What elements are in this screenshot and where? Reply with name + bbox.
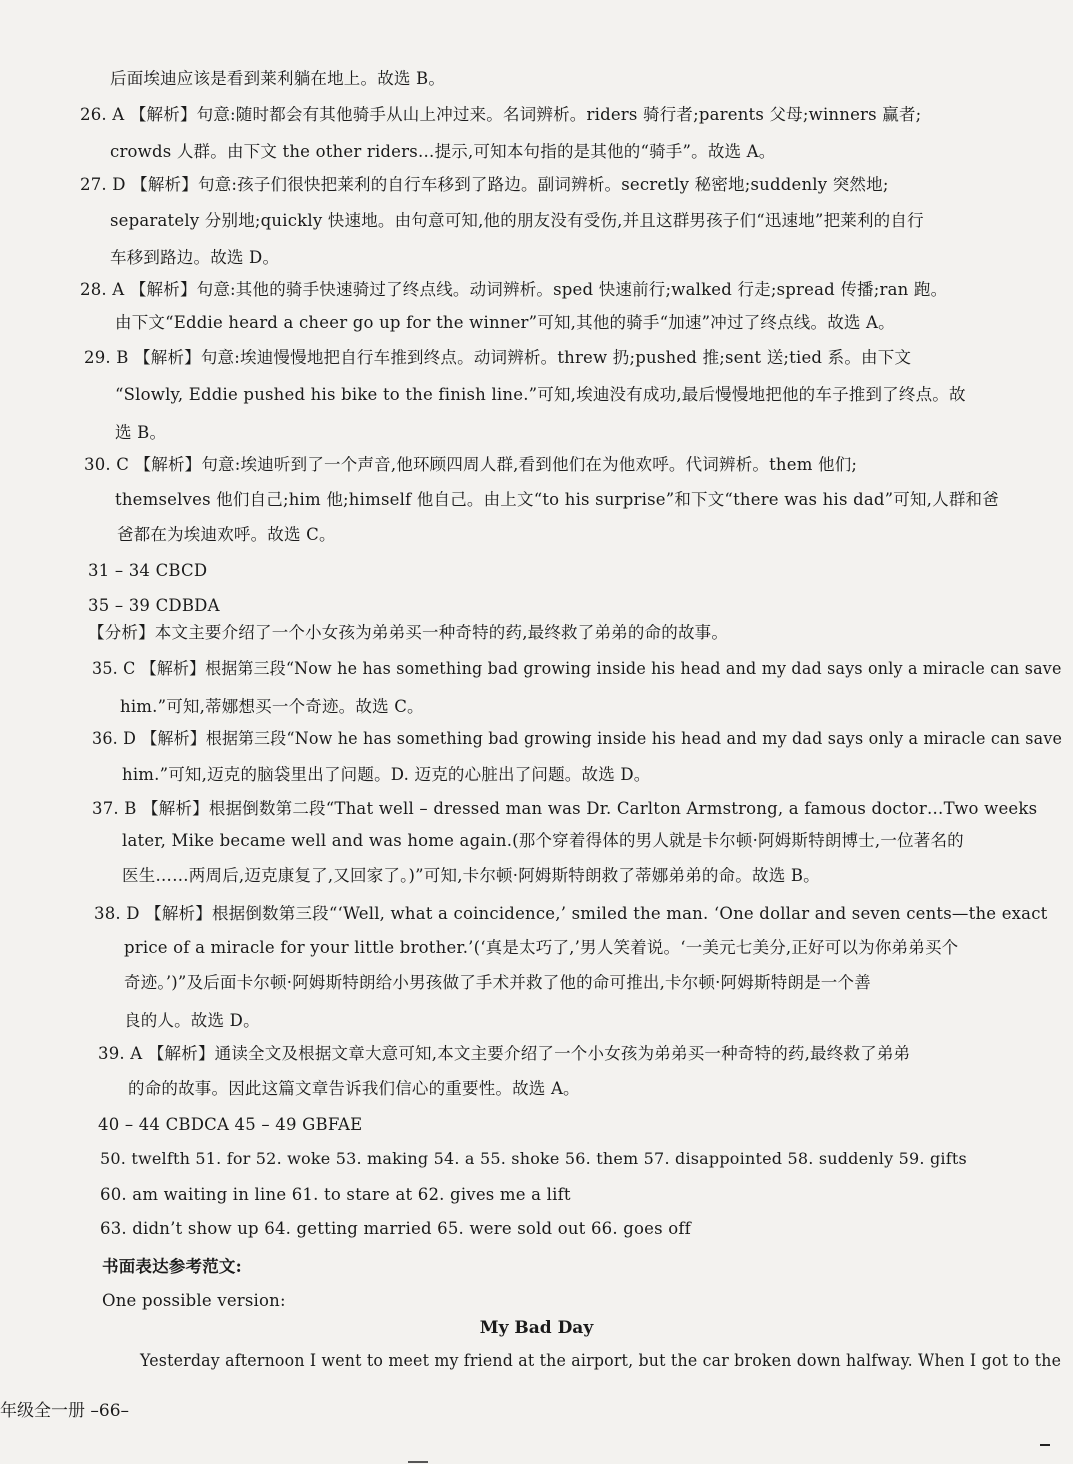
answer-36: 36. D 【解析】根据第三段“Now he has something bad growing inside his head and my dad says only a miracle can save xyxy=(92,729,1063,748)
answer-28: 28. A 【解析】句意:其他的骑手快速骑过了终点线。动词辨析。sped 快速前行;walked 行走;spread 传播;ran 跑。 xyxy=(80,280,948,299)
answer-38: 38. D 【解析】根据倒数第三段“‘Well, what a coincidence,’ smiled the man. ‘One dollar and seven cents—the exact xyxy=(94,904,1048,923)
scan-mark xyxy=(408,1461,428,1463)
text-line: themselves 他们自己;him 他;himself 他自己。由上文“to his surprise”和下文“there was his dad”可知,人群和爸 xyxy=(115,490,999,509)
answer-27: 27. D 【解析】句意:孩子们很快把莱利的自行车移到了路边。副词辨析。secretly 秘密地;suddenly 突然地; xyxy=(80,175,889,194)
text-line: 爸都在为埃迪欢呼。故选 C。 xyxy=(117,525,336,544)
text-line: separately 分别地;quickly 快速地。由句意可知,他的朋友没有受伤,并且这群男孩子们“迅速地”把莱利的自行 xyxy=(110,211,924,230)
essay-first-line: Yesterday afternoon I went to meet my friend at the airport, but the car broken down halfway. When I got to the xyxy=(140,1351,1062,1370)
page-footer: 年级全一册 –66– xyxy=(0,1401,130,1421)
text-line: “Slowly, Eddie pushed his bike to the finish line.”可知,埃迪没有成功,最后慢慢地把他的车子推到了终点。故 xyxy=(115,385,966,404)
answer-39: 39. A 【解析】通读全文及根据文章大意可知,本文主要介绍了一个小女孩为弟弟买一种奇特的药,最终救了弟弟 xyxy=(98,1044,911,1063)
answer-40-49: 40 – 44 CBDCA 45 – 49 GBFAE xyxy=(98,1115,363,1134)
answer-30: 30. C 【解析】句意:埃迪听到了一个声音,他环顾四周人群,看到他们在为他欢呼。代词辨析。them 他们; xyxy=(84,455,858,474)
text-line: 奇迹。’)”及后面卡尔顿·阿姆斯特朗给小男孩做了手术并救了他的命可推出,卡尔顿·阿姆斯特朗是一个善 xyxy=(124,973,871,992)
text-line: 选 B。 xyxy=(115,423,167,442)
answer-35: 35. C 【解析】根据第三段“Now he has something bad growing inside his head and my dad says only a miracle can save xyxy=(92,659,1062,678)
answer-26: 26. A 【解析】句意:随时都会有其他骑手从山上冲过来。名词辨析。riders 骑行者;parents 父母;winners 赢者; xyxy=(80,105,922,124)
answer-29: 29. B 【解析】句意:埃迪慢慢地把自行车推到终点。动词辨析。threw 扔;pushed 推;sent 送;tied 系。由下文 xyxy=(84,348,912,367)
essay-title: My Bad Day xyxy=(479,1318,594,1338)
text-line: 后面埃迪应该是看到莱利躺在地上。故选 B。 xyxy=(110,69,446,88)
text-line: price of a miracle for your little brother.’(‘真是太巧了,’男人笑着说。‘一美元七美分,正好可以为你弟弟买个 xyxy=(124,938,959,957)
margin-dash xyxy=(1040,1444,1050,1446)
answer-31-34: 31 – 34 CBCD xyxy=(88,561,208,580)
text-line: him.”可知,迈克的脑袋里出了问题。D. 迈克的心脏出了问题。故选 D。 xyxy=(122,765,651,784)
text-line: 医生……两周后,迈克康复了,又回家了。)”可知,卡尔顿·阿姆斯特朗救了蒂娜弟弟的命。故选 B。 xyxy=(122,866,820,885)
version-label: One possible version: xyxy=(102,1291,286,1310)
text-line: 的命的故事。因此这篇文章告诉我们信心的重要性。故选 A。 xyxy=(128,1079,580,1098)
text-line: 良的人。故选 D。 xyxy=(124,1011,260,1030)
text-line: later, Mike became well and was home again.(那个穿着得体的男人就是卡尔顿·阿姆斯特朗博士,一位著名的 xyxy=(122,831,964,850)
text-line: him.”可知,蒂娜想买一个奇迹。故选 C。 xyxy=(120,697,424,716)
text-line: 车移到路边。故选 D。 xyxy=(110,248,280,267)
writing-heading: 书面表达参考范文: xyxy=(102,1257,242,1276)
text-line: 由下文“Eddie heard a cheer go up for the winner”可知,其他的骑手“加速”冲过了终点线。故选 A。 xyxy=(115,313,895,332)
answer-50-59: 50. twelfth 51. for 52. woke 53. making 54. a 55. shoke 56. them 57. disappointed 58. suddenly 59. gifts xyxy=(100,1149,967,1168)
analysis-line: 【分析】本文主要介绍了一个小女孩为弟弟买一种奇特的药,最终救了弟弟的命的故事。 xyxy=(88,623,729,642)
answer-37: 37. B 【解析】根据倒数第二段“That well – dressed man was Dr. Carlton Armstrong, a famous doctor…Two weeks xyxy=(92,799,1038,818)
answer-60-62: 60. am waiting in line 61. to stare at 62. gives me a lift xyxy=(100,1185,571,1204)
answer-35-39: 35 – 39 CDBDA xyxy=(88,596,220,615)
text-line: crowds 人群。由下文 the other riders…提示,可知本句指的是其他的“骑手”。故选 A。 xyxy=(110,142,776,161)
answer-63-66: 63. didn’t show up 64. getting married 65. were sold out 66. goes off xyxy=(100,1219,691,1238)
